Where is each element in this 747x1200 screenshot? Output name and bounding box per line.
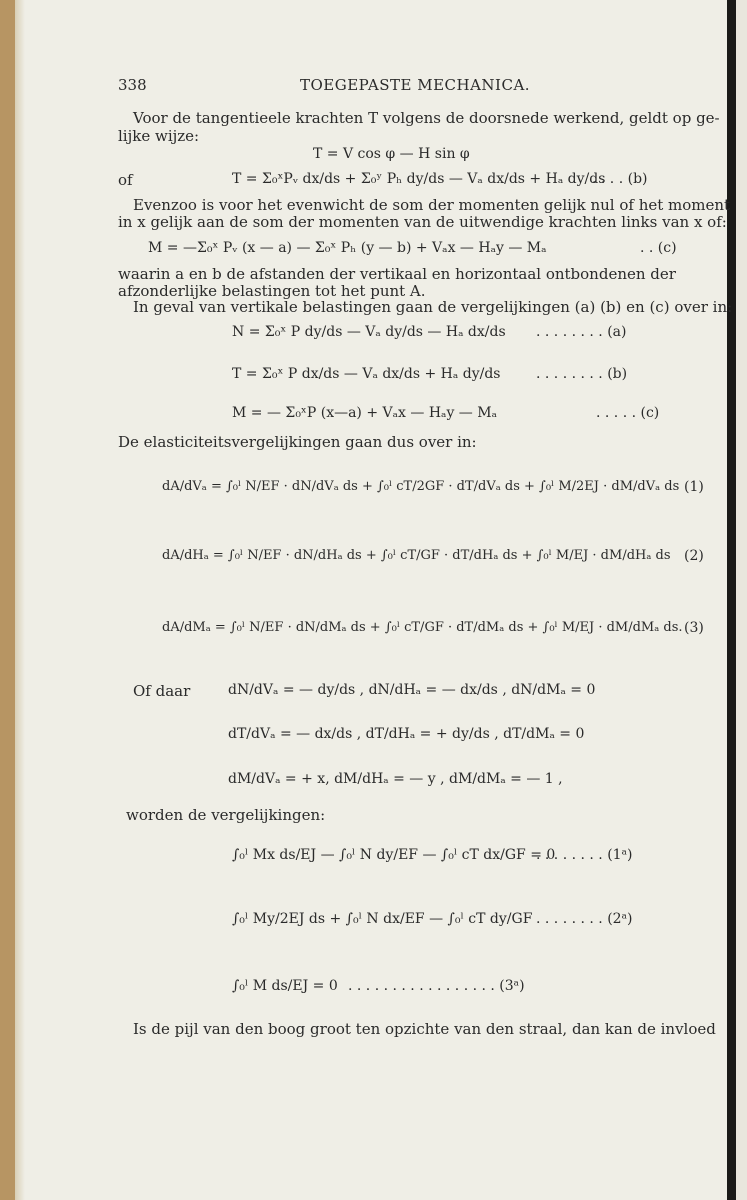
equation: dN/dVₐ = — dy/ds , dN/dHₐ = — dx/ds , dN/dMₐ = 0	[228, 682, 596, 698]
text-line: lijke wijze:	[118, 127, 200, 145]
text-line: in x gelijk aan de som der momenten van de uitwendige krachten links van x of:	[118, 213, 727, 231]
text-line: of	[118, 171, 133, 189]
equation-tag: (2)	[684, 548, 704, 564]
equation-tag: . . . . . . . . (2ᵃ)	[536, 911, 633, 927]
equation: ∫₀ˡ Mx ds/EJ — ∫₀ˡ N dy/EF — ∫₀ˡ cT dx/GF = 0	[232, 847, 556, 863]
equation-tag: . . . . . . . . . . . . . . . . . (3ᵃ)	[348, 978, 525, 994]
equation-tag: . . . . . . . . (1ᵃ)	[536, 847, 633, 863]
equation: dM/dVₐ = + x, dM/dHₐ = — y , dM/dMₐ = — 1 ,	[228, 771, 563, 787]
equation: T = V cos φ — H sin φ	[313, 146, 470, 162]
text-line: waarin a en b de afstanden der vertikaal en horizontaal ontbondenen der	[118, 265, 676, 283]
equation-tag: (3)	[684, 620, 704, 636]
text-line: afzonderlijke belastingen tot het punt A.	[118, 282, 426, 300]
page-number: 338	[118, 76, 147, 94]
equation: dT/dVₐ = — dx/ds , dT/dHₐ = + dy/ds , dT/dMₐ = 0	[228, 726, 585, 742]
text-line: In geval van vertikale belastingen gaan de vergelijkingen (a) (b) en (c) over in:	[133, 298, 733, 316]
equation: ∫₀ˡ My/2EJ ds + ∫₀ˡ N dx/EF — ∫₀ˡ cT dy/GF	[232, 911, 533, 927]
equation-tag: . . . . . . . . (b)	[536, 366, 628, 382]
equation-tag: (1)	[684, 479, 704, 495]
equation-tag: . . (c)	[640, 240, 677, 256]
equation: M = — Σ₀ˣP (x—a) + Vₐx — Hₐy — Mₐ	[232, 405, 497, 421]
text-line: De elasticiteitsvergelijkingen gaan dus over in:	[118, 433, 477, 451]
equation: T = Σ₀ˣPᵥ dx/ds + Σ₀ʸ Pₕ dy/ds — Vₐ dx/ds + Hₐ dy/ds	[232, 171, 606, 187]
text-line: Is de pijl van den boog groot ten opzichte van den straal, dan kan de invloed	[133, 1020, 716, 1038]
equation: ∫₀ˡ M ds/EJ = 0	[232, 978, 338, 994]
equation: dA/dHₐ = ∫₀ˡ N/EF · dN/dHₐ ds + ∫₀ˡ cT/GF · dT/dHₐ ds + ∫₀ˡ M/EJ · dM/dHₐ ds	[162, 548, 671, 563]
next-page-edge	[736, 0, 747, 1200]
text-line: Voor de tangentieele krachten T volgens de doorsnede werkend, geldt op ge-	[133, 109, 720, 127]
equation: N = Σ₀ˣ P dy/ds — Vₐ dy/ds — Hₐ dx/ds	[232, 324, 506, 340]
equation-tag: . . . . (b)	[592, 171, 648, 187]
equation: dA/dMₐ = ∫₀ˡ N/EF · dN/dMₐ ds + ∫₀ˡ cT/GF · dT/dMₐ ds + ∫₀ˡ M/EJ · dM/dMₐ ds.	[162, 620, 683, 635]
page-gutter-shadow	[15, 0, 25, 1200]
equation-tag: . . . . . . . . (a)	[536, 324, 627, 340]
equation: dA/dVₐ = ∫₀ˡ N/EF · dN/dVₐ ds + ∫₀ˡ cT/2GF · dT/dVₐ ds + ∫₀ˡ M/2EJ · dM/dVₐ ds	[162, 479, 680, 494]
text-line: worden de vergelijkingen:	[126, 806, 326, 824]
equation: T = Σ₀ˣ P dx/ds — Vₐ dx/ds + Hₐ dy/ds	[232, 366, 501, 382]
equation: M = —Σ₀ˣ Pᵥ (x — a) — Σ₀ˣ Pₕ (y — b) + Vₐx — Hₐy — Mₐ	[148, 240, 547, 256]
running-title: TOEGEPASTE MECHANICA.	[300, 76, 531, 94]
book-binding-edge	[0, 0, 15, 1200]
equation-tag: . . . . . (c)	[596, 405, 660, 421]
text-line: Evenzoo is voor het evenwicht de som der momenten gelijk nul of het moment	[133, 196, 731, 214]
text-line: Of daar	[133, 682, 191, 700]
